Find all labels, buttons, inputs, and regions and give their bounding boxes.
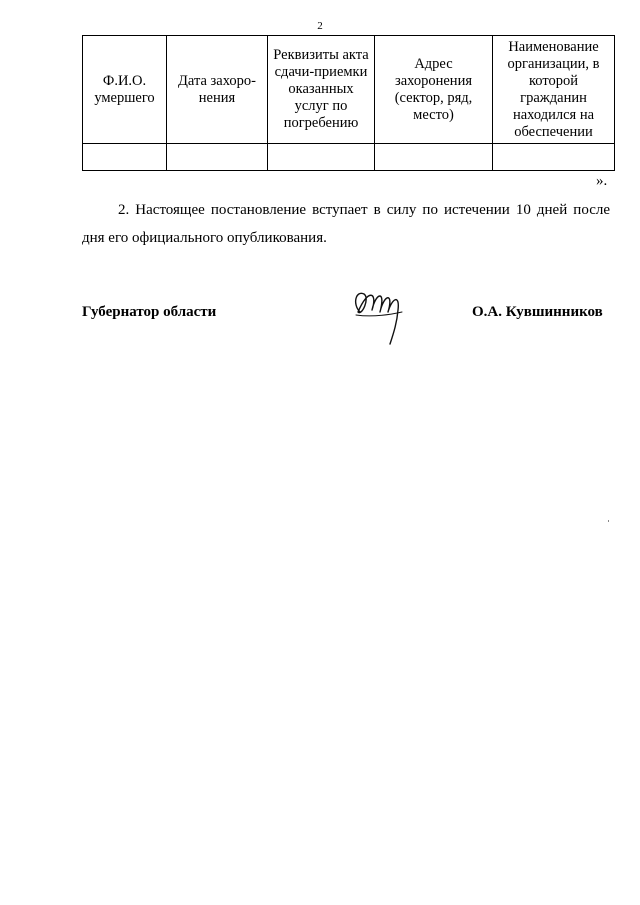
effective-date-paragraph: 2. Настоящее постановление вступает в силу по истечении 10 дней после дня его официального опубликования.	[82, 202, 610, 246]
table-header-row	[83, 36, 615, 144]
signatory-name: О.А. Кувшинников	[472, 304, 603, 320]
handwritten-signature	[350, 282, 416, 348]
burial-records-table	[82, 35, 615, 171]
table-cell	[268, 144, 375, 171]
signatory-title: Губернатор области	[82, 304, 217, 320]
closing-quote: ».	[596, 173, 608, 189]
table-row	[83, 144, 615, 171]
scan-speck	[608, 520, 609, 522]
header-service-act-details: Реквизиты акта сдачи-приемки оказанных услуг по погребению	[268, 36, 375, 144]
page-number: 2	[317, 20, 323, 32]
table-cell	[493, 144, 615, 171]
table-cell	[167, 144, 268, 171]
header-burial-address: Адрес захоронения (сектор, ряд, место)	[375, 36, 493, 144]
header-deceased-name: Ф.И.О. умершего	[83, 36, 167, 144]
header-care-organization: Наименование организации, в которой гражданин находился на обеспечении	[493, 36, 615, 144]
table-cell	[375, 144, 493, 171]
table-cell	[83, 144, 167, 171]
header-burial-date: Дата захоро-нения	[167, 36, 268, 144]
